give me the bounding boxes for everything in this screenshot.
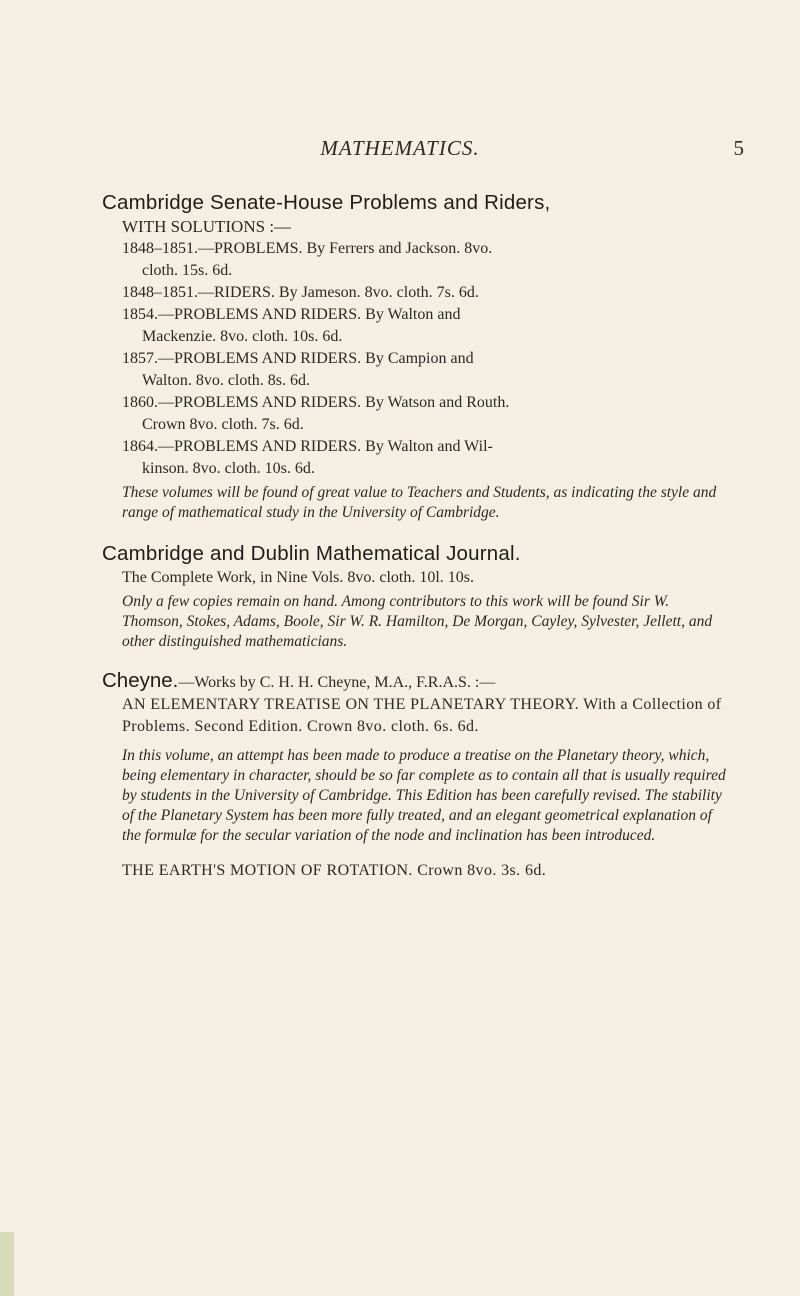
entry-line: Mackenzie. 8vo. cloth. 10s. 6d. [142,328,343,345]
section-note: Only a few copies remain on hand. Among contributors to this work will be found Sir W. Thomson, Stokes, Adams, Boole, Sir W. R. Hamilton, De Morgan, Cayley, Sylvester, Jellett, and other distinguished mathematicians. [122,593,713,650]
list-item [102,348,732,392]
entry-line: cloth. 15s. 6d. [142,262,233,279]
entry-line: 1848–1851.—RIDERS. By Jameson. 8vo. cloth. 7s. 6d. [122,284,479,301]
entry-line: 1857.—PROBLEMS AND RIDERS. By Campion and [122,350,474,367]
running-title: MATHEMATICS. [320,136,480,160]
book-title: AN ELEMENTARY TREATISE ON THE PLANETARY THEORY. With a Collection of Problems. Second Edition. Crown 8vo. cloth. 6s. 6d. [122,696,722,735]
author-heading [102,670,732,694]
entry-line: 1860.—PROBLEMS AND RIDERS. By Watson and Routh. [122,394,510,411]
book-description: In this volume, an attempt has been made to produce a treatise on the Planetary theory, which, being elementary in character, should be so far complete as to contain all that is usually required by students in the University of Cambridge. This Edition has been carefully revised. The stability of the Planetary System has been more fully treated, and an elegant geometrical explanation of the formulæ for the secular variation of the node and inclination has been introduced. [122,747,726,844]
entry-line: kinson. 8vo. cloth. 10s. 6d. [142,460,315,477]
entry-line: Crown 8vo. cloth. 7s. 6d. [142,416,304,433]
entry-line: Walton. 8vo. cloth. 8s. 6d. [142,372,311,389]
entry-line: 1848–1851.—PROBLEMS. By Ferrers and Jackson. 8vo. [122,240,493,257]
list-item [102,392,732,436]
list-item [102,238,732,282]
scan-edge-mark [0,1232,14,1296]
list-item [102,304,732,348]
section-note: These volumes will be found of great value to Teachers and Students, as indicating the style and range of mathematical study in the University of Cambridge. [122,484,717,521]
running-header [0,136,800,166]
section-subhead: WITH SOLUTIONS :— [122,217,292,236]
section-title-journal: Cambridge and Dublin Mathematical Journal. [102,542,521,565]
entry-line: 1854.—PROBLEMS AND RIDERS. By Walton and [122,306,461,323]
author-byline: —Works by C. H. H. Cheyne, M.A., F.R.A.S. :— [178,674,496,691]
author-name: Cheyne. [102,669,179,692]
page-content [102,190,732,882]
journal-details: The Complete Work, in Nine Vols. 8vo. cloth. 10l. 10s. [122,569,475,586]
book-title: THE EARTH'S MOTION OF ROTATION. Crown 8vo. 3s. 6d. [122,862,547,879]
entry-line: 1864.—PROBLEMS AND RIDERS. By Walton and Wil- [122,438,493,455]
page-number: 5 [733,136,744,160]
list-item [102,436,732,480]
section-title-senate-house: Cambridge Senate-House Problems and Riders, [102,191,551,214]
list-item [102,282,732,304]
